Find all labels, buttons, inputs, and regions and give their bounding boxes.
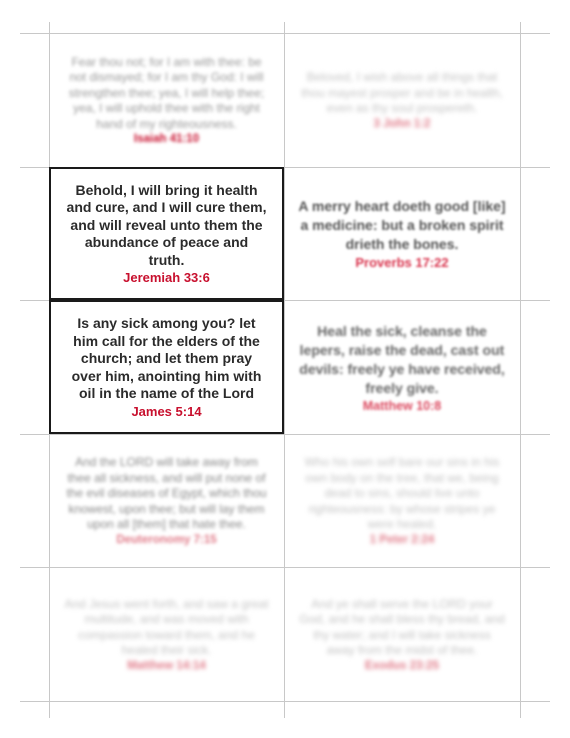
scripture-card: [49, 33, 284, 167]
verse-text: Behold, I will bring it health and cure, and I will cure them, and will reveal unto them the abundance of peace and truth.: [66, 181, 267, 268]
scripture-card: [49, 434, 284, 567]
verse-reference: Jeremiah 33:6: [123, 270, 210, 286]
verse-text: Fear thou not; for I am with thee: be not dismayed; for I am thy God: I will strengthen thee; yea, I will help thee; yea, I will uphold thee with the right hand of my righteousness.: [68, 54, 265, 131]
verse-text: Beloved, I wish above all things that thou mayest prosper and be in health, even as thy soul prospereth.: [301, 70, 503, 116]
scripture-card: [284, 434, 520, 567]
verse-text: Who his own self bare our sins in his own body on the tree, that we, being dead to sins, should live unto righteousness: by whose stripes ye were healed.: [304, 455, 500, 532]
scripture-card: [49, 567, 284, 701]
verse-reference: 3 John 1:2: [373, 117, 431, 130]
verse-reference: Matthew 10:8: [362, 398, 442, 413]
verse-text: And the LORD will take away from thee all sickness, and will put none of the evil diseases of Egypt, which thou knowest, upon thee; but will lay them upon all [them] that hate thee.: [66, 455, 267, 532]
verse-reference: 1 Peter 2:24: [369, 533, 435, 546]
verse-text: Heal the sick, cleanse the lepers, raise the dead, cast out devils: freely ye have received, freely give.: [299, 322, 505, 396]
verse-reference: James 5:14: [131, 403, 202, 419]
cut-guide-horizontal: [20, 701, 550, 702]
scripture-card: [49, 167, 284, 300]
scripture-card: [49, 300, 284, 434]
cut-guide-vertical: [520, 22, 521, 718]
verse-text: And ye shall serve the LORD your God, and he shall bless thy bread, and thy water; and I will take sickness away from the midst of thee.: [299, 596, 505, 657]
verse-reference: Deuteronomy 7:15: [116, 533, 217, 546]
verse-reference: Exodus 23:25: [364, 659, 440, 672]
verse-reference: Proverbs 17:22: [355, 255, 449, 270]
verse-text: Is any sick among you? let him call for the elders of the church; and let them pray over him, anointing him with oil in the name of the Lord: [71, 315, 262, 402]
scripture-card: [284, 567, 520, 701]
scripture-card: [284, 33, 520, 167]
verse-reference: Matthew 14:14: [127, 659, 206, 672]
verse-text: A merry heart doeth good [like] a medicine: but a broken spirit drieth the bones.: [298, 198, 506, 252]
scripture-card: [284, 300, 520, 434]
scripture-card: [284, 167, 520, 300]
verse-text: And Jesus went forth, and saw a great multitude, and was moved with compassion toward them, and he healed their sick.: [64, 596, 269, 657]
verse-reference: Isaiah 41:10: [133, 133, 200, 146]
